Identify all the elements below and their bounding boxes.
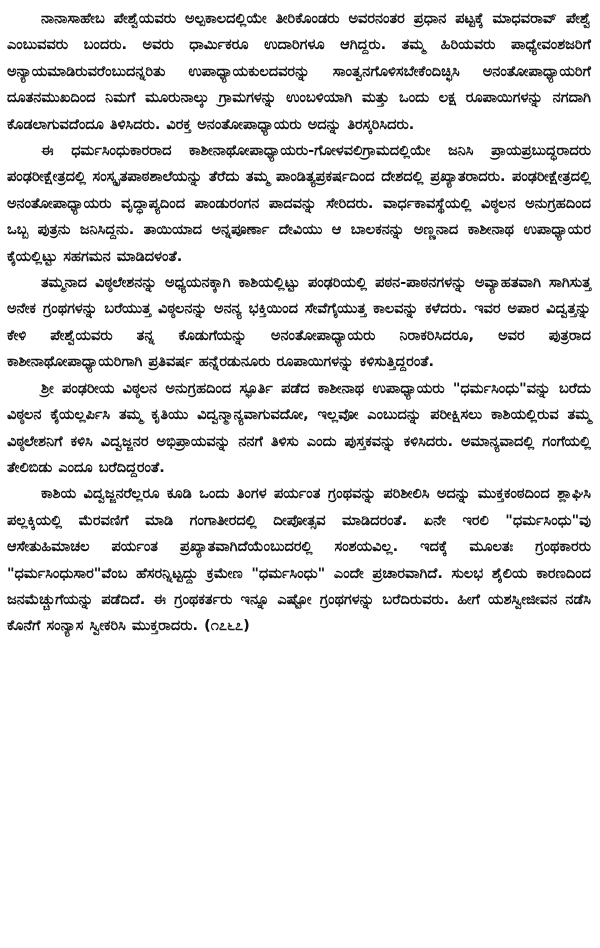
- paragraph-1: ನಾನಾಸಾಹೇಬ ಪೇಶ್ವೆಯವರು ಅಲ್ಪಕಾಲದಲ್ಲಿಯೇ ತೀರಿಕೊಂಡರು ಅವರನಂತರ ಪ್ರಧಾನ ಪಟ್ಟಕ್ಕೆ ಮಾಧವರಾವ್ ಪೇಶ್ವೆ ಎಂಬುವವರು ಬಂದರು. ಅವರು ಧಾರ್ಮಿಕರೂ ಉದಾರಿಗಳೂ ಆಗಿದ್ದರು. ತಮ್ಮ ಹಿರಿಯವರು ಪಾಧ್ಯೇವಂಶಜರಿಗೆ ಅನ್ಯಾಯಮಾಡಿರುವರೆಂಬುದನ್ನರಿತು ಉಪಾಧ್ಯಾಯಕುಲದವರನ್ನು ಸಾಂತ್ವನಗೊಳಿಸಬೇಕೆಂದಿಚ್ಛಿಸಿ ಅನಂತೋಪಾಧ್ಯಾಯರಿಗೆ ದೂತನಮುಖದಿಂದ ನಿಮಗೆ ಮೂರುನಾಲ್ಕು ಗ್ರಾಮಗಳನ್ನು ಉಂಬಳಿಯಾಗಿ ಮತ್ತು ಒಂದು ಲಕ್ಷ ರೂಪಾಯಿಗಳನ್ನು ನಗದಾಗಿ ಕೊಡಲಾಗುವದೆಂದೂ ತಿಳಿಸಿದರು. ವಿರಕ್ತ ಅನಂತೋಪಾಧ್ಯಾಯರು ಅದನ್ನು ತಿರಸ್ಕರಿಸಿದರು.: [7, 11, 591, 133]
- paragraph-3: ತಮ್ಮನಾದ ವಿಠ್ಠಲೇಶನನ್ನು ಅಧ್ಯಯನಕ್ಕಾಗಿ ಕಾಶಿಯಲ್ಲಿಟ್ಟು ಪಂಢರಿಯಲ್ಲಿ ಪಠನ-ಪಾಠನಗಳನ್ನು ಅವ್ಯಾಹತವಾಗಿ ಸಾಗಿಸುತ್ತ ಅನೇಕ ಗ್ರಂಥಗಳನ್ನು ಬರೆಯುತ್ತ ವಿಠ್ಠಲನನ್ನು ಅನನ್ಯ ಭಕ್ತಿಯಿಂದ ಸೇವೆಗೈಯುತ್ತ ಕಾಲವನ್ನು ಕಳೆದರು. ಇವರ ಅಪಾರ ವಿದ್ವತ್ತನ್ನು ಕೇಳಿ ಪೇಶ್ವೆಯವರು ತನ್ನ ಕೊಡುಗೆಯನ್ನು ಅನಂತೋಪಾಧ್ಯಾಯರು ನಿರಾಕರಿಸಿದರೂ, ಅವರ ಪುತ್ರರಾದ ಕಾಶೀನಾಥೋಪಾಧ್ಯಾಯರಿಗಾಗಿ ಪ್ರತಿವರ್ಷ ಹನ್ನೆರಡುನೂರು ರೂಪಾಯಿಗಳನ್ನು ಕಳಿಸುತ್ತಿದ್ದರಂತೆ.: [7, 275, 591, 371]
- paragraph-4: ಶ್ರೀ ಪಂಢರೀಯ ವಿಠ್ಠಲನ ಅನುಗ್ರಹದಿಂದ ಸ್ಫೂರ್ತಿ ಪಡೆದ ಕಾಶೀನಾಥ ಉಪಾಧ್ಯಾಯರು "ಧರ್ಮಸಿಂಧು"ವನ್ನು ಬರೆದು ವಿಠ್ಠಲನ ಕೈಯಲ್ಲರ್ಪಿಸಿ ತಮ್ಮ ಕೃತಿಯು ವಿದ್ವನ್ಮಾನ್ಯವಾಗುವದೋ, ಇಲ್ಲವೋ ಎಂಬುದನ್ನು ಪರೀಕ್ಷಿಸಲು ಕಾಶಿಯಲ್ಲಿರುವ ತಮ್ಮ ವಿಠ್ಠಲೇಶನಿಗೆ ಕಳಿಸಿ ವಿದ್ವಜ್ಜನರ ಅಭಿಪ್ರಾಯವನ್ನು ನನಗೆ ತಿಳಿಸು ಎಂದು ಪುಸ್ತಕವನ್ನು ಕಳಿಸಿದರು. ಅಮಾನ್ಯವಾದಲ್ಲಿ ಗಂಗೆಯಲ್ಲಿ ತೇಲಿಬಿಡು ಎಂದೂ ಬರೆದಿದ್ದರಂತೆ.: [7, 380, 591, 476]
- paragraph-5: ಕಾಶಿಯ ವಿದ್ವಜ್ಜನರೆಲ್ಲರೂ ಕೂಡಿ ಒಂದು ತಿಂಗಳ ಪರ್ಯಂತ ಗ್ರಂಥವನ್ನು ಪರಿಶೀಲಿಸಿ ಅದನ್ನು ಮುಕ್ತಕಂಠದಿಂದ ಶ್ಲಾಘಿಸಿ ಪಲ್ಲಕ್ಕಿಯಲ್ಲಿ ಮೆರವಣಿಗೆ ಮಾಡಿ ಗಂಗಾತೀರದಲ್ಲಿ ದೀಪೋತ್ಸವ ಮಾಡಿದರಂತೆ. ಏನೇ ಇರಲಿ "ಧರ್ಮಸಿಂಧು"ವು ಆಸೇತುಹಿಮಾಚಲ ಪರ್ಯಂತ ಪ್ರಖ್ಯಾತವಾಗಿದೆಯೆಂಬುದರಲ್ಲಿ ಸಂಶಯವಿಲ್ಲ. ಇದಕ್ಕೆ ಮೂಲತಃ ಗ್ರಂಥಕಾರರು "ಧರ್ಮಸಿಂಧುಸಾರ"ವೆಂಬ ಹೆಸರನ್ನಿಟ್ಟದ್ದು ಕ್ರಮೇಣ "ಧರ್ಮಸಿಂಧು" ಎಂದೇ ಪ್ರಚಾರವಾಗಿದೆ. ಸುಲಭ ಶೈಲಿಯ ಕಾರಣದಿಂದ ಜನಮೆಚ್ಚುಗೆಯನ್ನು ಪಡೆದಿದೆ. ಈ ಗ್ರಂಥಕರ್ತರು ಇನ್ನೂ ಎಷ್ಟೋ ಗ್ರಂಥಗಳನ್ನು ಬರೆದಿರುವರು. ಹೀಗೆ ಯಶಸ್ವೀಜೀವನ ನಡೆಸಿ ಕೊನೆಗೆ ಸಂನ್ಯಾಸ ಸ್ವೀಕರಿಸಿ ಮುಕ್ತರಾದರು. (೧೭೬೭): [7, 486, 591, 635]
- paragraph-2: ಈ ಧರ್ಮಸಿಂಧುಕಾರರಾದ ಕಾಶೀನಾಥೋಪಾಧ್ಯಾಯರು-ಗೋಳವಲಿಗ್ರಾಮದಲ್ಲಿಯೇ ಜನಿಸಿ ಪ್ರಾಯಪ್ರಬುದ್ಧರಾದರು ಪಂಢರೀಕ್ಷೇತ್ರದಲ್ಲಿ ಸಂಸ್ಕೃತಪಾಠಶಾಲೆಯನ್ನು ತೆರೆದು ತಮ್ಮ ಪಾಂಡಿತ್ಯಪ್ರಕರ್ಷದಿಂದ ದೇಶದಲ್ಲಿ ಪ್ರಖ್ಯಾತರಾದರು. ಪಂಢರೀಕ್ಷೇತ್ರದಲ್ಲಿ ಅನಂತೋಪಾಧ್ಯಾಯರು ವೃದ್ಧಾಪ್ಯದಿಂದ ಪಾಂಡುರಂಗನ ಪಾದವನ್ನು ಸೇರಿದರು. ವಾರ್ಧಕಾವಸ್ಥೆಯಲ್ಲಿ ವಿಠ್ಠಲನ ಅನುಗ್ರಹದಿಂದ ಒಬ್ಬ ಪುತ್ರನು ಜನಿಸಿದ್ದನು. ತಾಯಿಯಾದ ಅನ್ನಪೂರ್ಣಾ ದೇವಿಯು ಆ ಬಾಲಕನನ್ನು ಅಣ್ಣನಾದ ಕಾಶೀನಾಥ ಉಪಾಧ್ಯಾಯರ ಕೈಯಲ್ಲಿಟ್ಟು ಸಹಗಮನ ಮಾಡಿದಳಂತೆ.: [7, 143, 591, 265]
